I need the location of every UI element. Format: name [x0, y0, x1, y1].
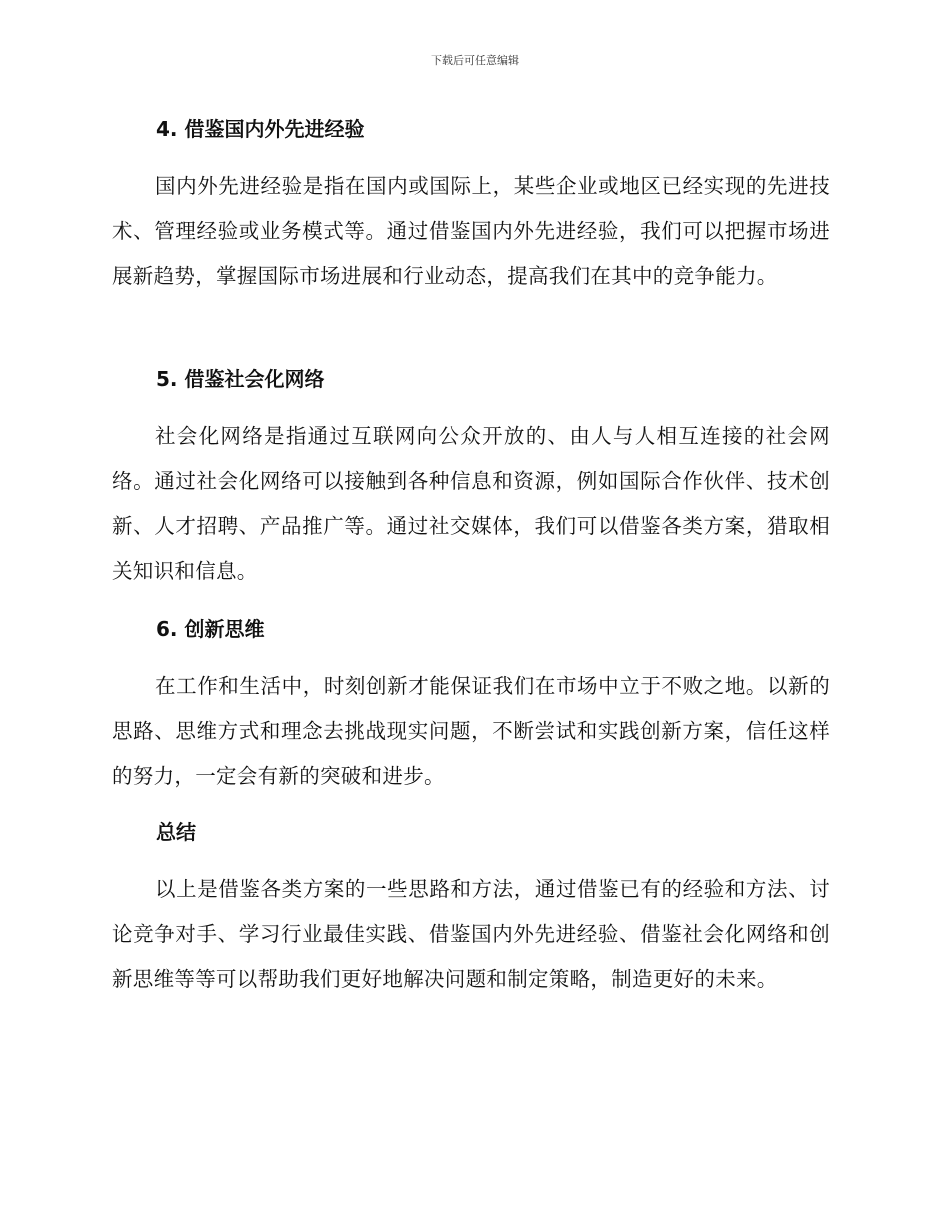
- section-paragraph-4: 国内外先进经验是指在国内或国际上，某些企业或地区已经实现的先进技术、管理经验或业务模式等。通过借鉴国内外先进经验，我们可以把握市场进展新趋势，掌握国际市场进展和行业动态，提高我们在其中的竞争能力。: [112, 174, 830, 288]
- section-heading-6: 6. 创新思维: [156, 617, 265, 641]
- section-heading-4: 4. 借鉴国内外先进经验: [156, 117, 365, 141]
- section-paragraph-5: 社会化网络是指通过互联网向公众开放的、由人与人相互连接的社会网络。通过社会化网络可以接触到各种信息和资源，例如国际合作伙伴、技术创新、人才招聘、产品推广等。通过社交媒体，我们可以借鉴各类方案，猎取相关知识和信息。: [112, 424, 830, 583]
- section-paragraph-6: 在工作和生活中，时刻创新才能保证我们在市场中立于不败之地。以新的思路、思维方式和理念去挑战现实问题，不断尝试和实践创新方案，信任这样的努力，一定会有新的突破和进步。: [112, 674, 830, 788]
- summary-heading: 总结: [156, 820, 196, 844]
- summary-paragraph: 以上是借鉴各类方案的一些思路和方法，通过借鉴已有的经验和方法、讨论竞争对手、学习行业最佳实践、借鉴国内外先进经验、借鉴社会化网络和创新思维等等可以帮助我们更好地解决问题和制定策略，制造更好的未来。: [112, 877, 830, 991]
- page-header-note: 下载后可任意编辑: [431, 54, 519, 67]
- section-heading-5: 5. 借鉴社会化网络: [156, 367, 325, 391]
